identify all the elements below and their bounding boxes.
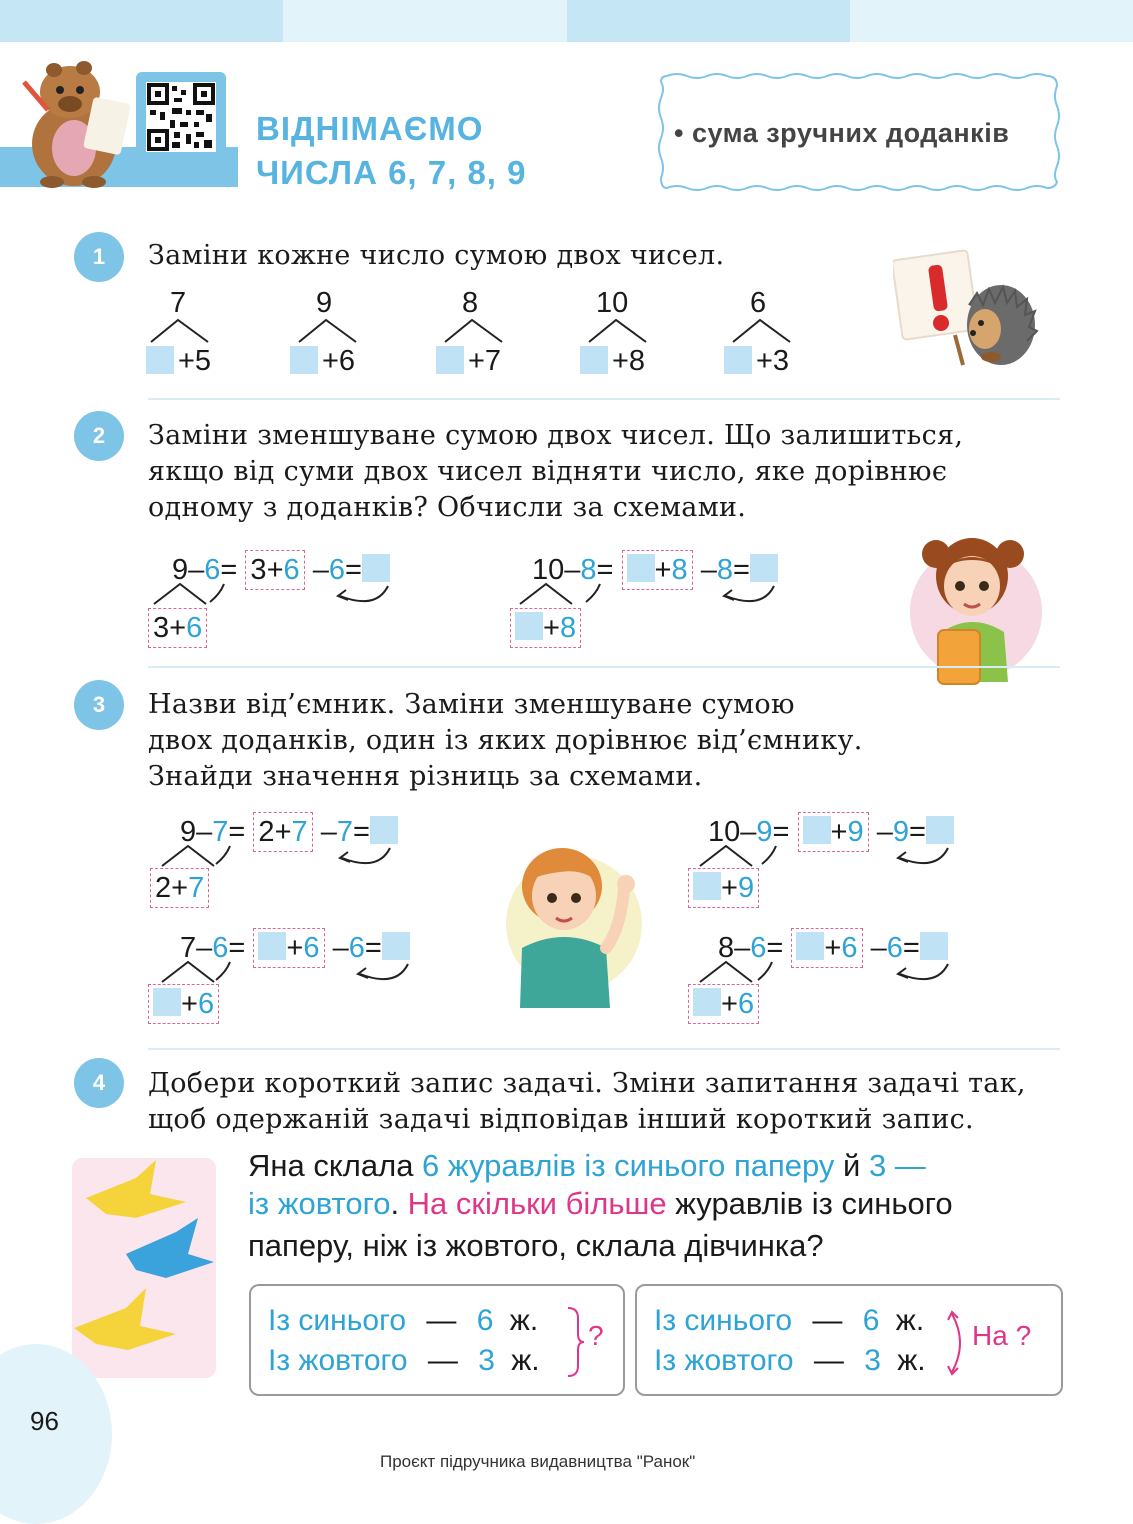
separator [148, 398, 1060, 400]
page-title-line2: ЧИСЛА 6, 7, 8, 9 [256, 154, 527, 191]
top-bar-segment-2 [283, 0, 567, 42]
hedgehog-with-sign-image [893, 245, 1043, 375]
answer-box[interactable] [436, 346, 464, 374]
task1-item-rest: +8 [612, 345, 646, 377]
answer-box[interactable] [926, 816, 954, 844]
top-bar-segment-3 [567, 0, 850, 42]
task4-line1: Добери короткий запис задачі. Зміни запитання задачі так, [148, 1068, 1026, 1099]
task3-split-4: +6 [688, 984, 759, 1024]
task2-expression-1: 9–6= 3+6 –6= [172, 550, 390, 590]
curved-arrow-icon [718, 582, 778, 610]
answer-box[interactable] [627, 554, 655, 582]
footer-credit: Проєкт підручника видавництва "Ранок" [380, 1452, 696, 1471]
split-branches [150, 580, 230, 606]
task1-item-5 [724, 286, 814, 381]
double-arrow-icon [946, 1308, 970, 1378]
split-branches [158, 842, 238, 868]
subtrahend: 6 [204, 554, 221, 586]
task1-item-rest: +6 [322, 345, 356, 377]
equals-sign: = [220, 554, 238, 586]
task3-expression-2: 7–6= +6 –6= [180, 928, 410, 968]
curved-arrow-icon [334, 844, 394, 872]
curved-arrow-icon [892, 844, 952, 872]
task1-number: 1 [74, 232, 124, 282]
task1-item-top: 10 [596, 287, 629, 319]
page-title-line1: ВІДНІМАЄМО [256, 110, 484, 147]
minuend: 9 [172, 554, 189, 586]
task2-number: 2 [74, 411, 124, 461]
answer-box[interactable] [693, 988, 721, 1016]
task1-item-top: 8 [462, 287, 479, 319]
task4-story-line2: із жовтого. На скільки більше журавлів із синього [248, 1186, 953, 1221]
task3-split-2: +6 [148, 984, 219, 1024]
top-bar-segment-4 [850, 0, 1133, 42]
capybara-mascot-image [14, 52, 134, 188]
answer-box[interactable] [146, 346, 174, 374]
answer-box[interactable] [258, 932, 286, 960]
task3-line2: двох доданків, один із яких дорівнює від’ємнику. [148, 725, 863, 756]
page-number: 96 [30, 1406, 59, 1436]
sum-box: 3+6 [245, 550, 304, 590]
task1-item-top: 6 [750, 287, 767, 319]
task4-story-line3: паперу, ніж із жовтого, склала дівчинка? [248, 1228, 824, 1263]
minus-sign: – [312, 554, 329, 586]
answer-box[interactable] [750, 554, 778, 582]
top-bar-segment-1 [0, 0, 283, 42]
task3-expression-3: 10–9= +9 –9= [708, 812, 954, 852]
split-branches [516, 580, 606, 606]
split-branches [696, 842, 786, 868]
box2-row1: Із синього — 6 ж. [654, 1304, 925, 1337]
answer-box[interactable] [796, 932, 824, 960]
task1-item-3 [436, 286, 526, 381]
task1-item-4 [580, 286, 670, 381]
task1-item-top: 7 [170, 287, 187, 319]
separator [148, 666, 1060, 668]
answer-box[interactable] [920, 932, 948, 960]
answer-box[interactable] [382, 932, 410, 960]
answer-box[interactable] [370, 816, 398, 844]
task1-item-1 [146, 286, 236, 381]
curved-arrow-icon [352, 960, 412, 988]
answer-box[interactable] [515, 612, 543, 640]
answer-box[interactable] [693, 872, 721, 900]
task2-line2: якщо від суми двох чисел відняти число, яке дорівнює [148, 456, 948, 487]
task1-item-rest: +7 [468, 345, 502, 377]
task2-split-2: +8 [510, 608, 581, 648]
task4-story-line1: Яна склала 6 журавлів із синього паперу й 3 — [248, 1148, 926, 1183]
qr-code-icon[interactable] [146, 82, 216, 152]
origami-cranes-image [66, 1158, 218, 1378]
task3-expression-1: 9–7= 2+7 –7= [180, 812, 398, 852]
task2-line1: Заміни зменшуване сумою двох чисел. Що залишиться, [148, 420, 964, 451]
answer-box[interactable] [153, 988, 181, 1016]
curved-arrow-icon [332, 582, 392, 610]
task2-expression-2: 10–8= +8 –8= [532, 550, 778, 590]
task1-item-rest: +3 [756, 345, 790, 377]
answer-box[interactable] [724, 346, 752, 374]
task1-item-top: 9 [316, 287, 333, 319]
box1-row1: Із синього — 6 ж. [268, 1304, 539, 1337]
answer-box[interactable] [803, 816, 831, 844]
sum-box: +8 [622, 550, 693, 590]
task4-number: 4 [74, 1058, 124, 1108]
task3-split-1: 2+7 [150, 868, 209, 908]
task2-line3: одному з доданків? Обчисли за схемами. [148, 492, 747, 523]
split-branches [158, 958, 238, 984]
task3-line3: Знайди значення різниць за схемами. [148, 761, 703, 792]
box1-question: ? [588, 1320, 604, 1351]
brace-icon [566, 1306, 586, 1378]
box2-question: На ? [972, 1320, 1032, 1351]
answer-box[interactable] [580, 346, 608, 374]
task3-split-3: +9 [688, 868, 759, 908]
girl-with-book-image [908, 512, 1048, 692]
separator [148, 1048, 1060, 1050]
answer-box[interactable] [362, 554, 390, 582]
answer-box[interactable] [290, 346, 318, 374]
box2-row2: Із жовтого — 3 ж. [654, 1344, 926, 1377]
minus-sign: – [188, 554, 205, 586]
box1-row2: Із жовтого — 3 ж. [268, 1344, 540, 1377]
task1-item-rest: +5 [178, 345, 212, 377]
curved-arrow-icon [892, 960, 952, 988]
split-branches [696, 958, 786, 984]
task1-item-2 [290, 286, 380, 381]
task2-split-1: 3+6 [148, 608, 207, 648]
topic-bullet: • сума зручних доданків [674, 118, 1010, 148]
task3-expression-4: 8–6= +6 –6= [718, 928, 948, 968]
task3-number: 3 [74, 680, 124, 730]
task3-line1: Назви від’ємник. Заміни зменшуване сумою [148, 689, 795, 720]
boy-pointing-image [500, 830, 650, 1010]
task1-text: Заміни кожне число сумою двох чисел. [148, 240, 725, 271]
task4-line2: щоб одержаній задачі відповідав інший короткий запис. [148, 1104, 974, 1135]
